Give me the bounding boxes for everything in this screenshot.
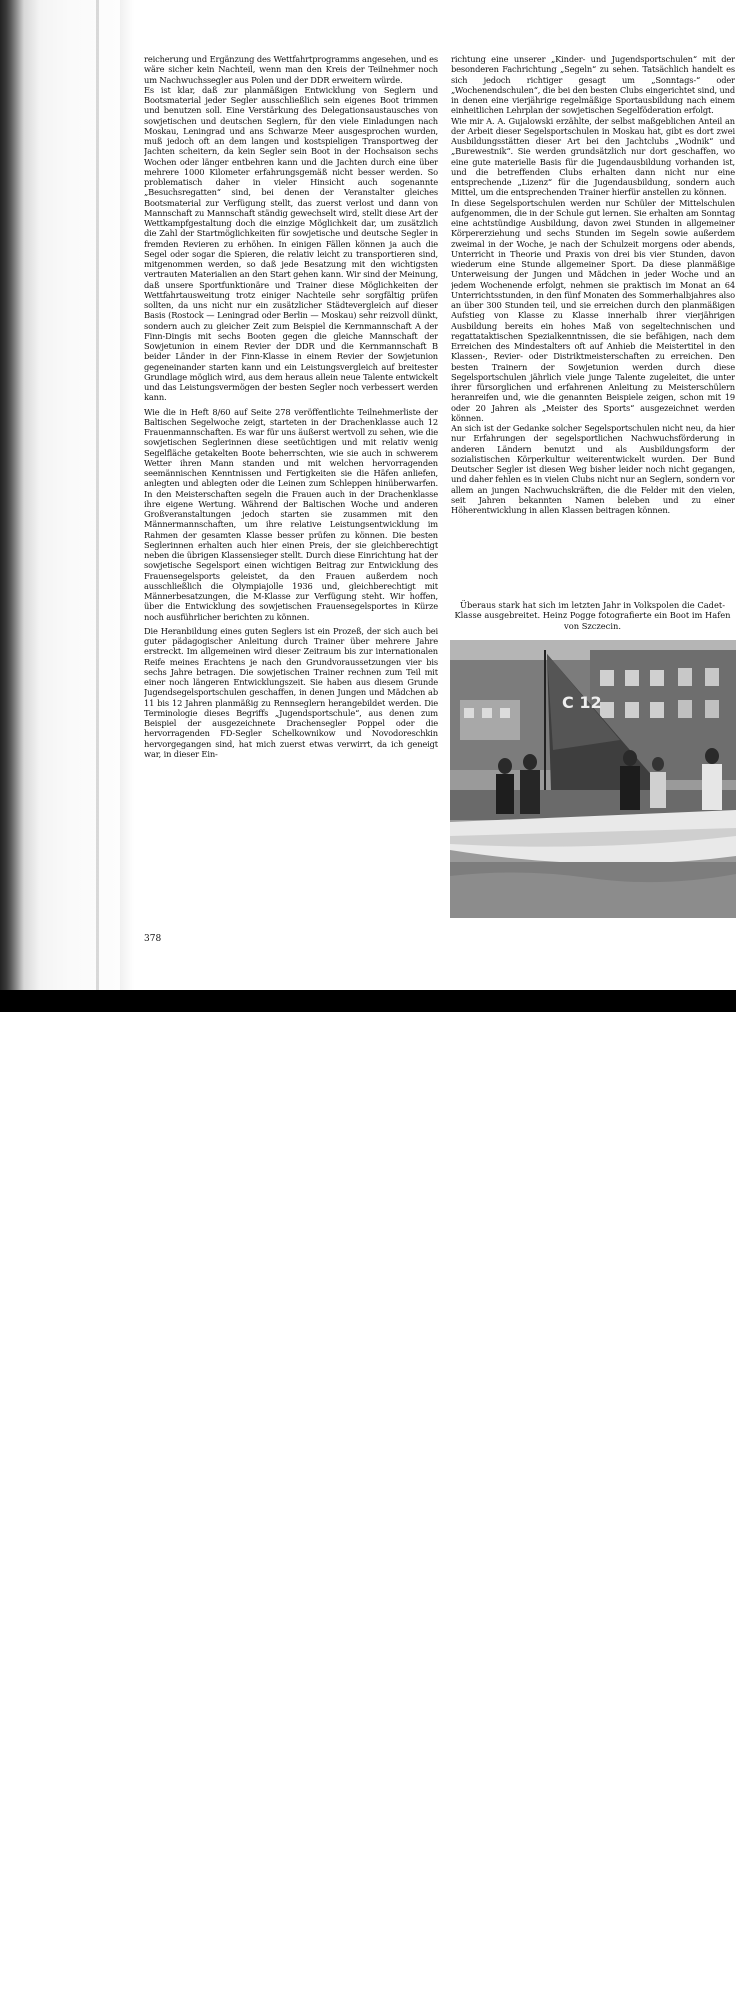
- watermark: © yachtsportmuseum.de: [589, 1984, 728, 1997]
- footer-bar: [0, 990, 736, 1997]
- right-text-column: [451, 54, 735, 594]
- paragraph: In diese Segelsportschulen werden nur Schüler der Mittelschulen aufgenommen, die in der Schule gut lernen. Sie erhalten am Sonntag eine achtstündige Ausbildung, davon zwei Stunden in allgemeiner Körpererziehung und sechs Stunden im Segeln sowie außerdem zweimal in der Woche, je nach der Schulzeit morgens oder abends, Unterricht in Theorie und Praxis von drei bis vier Stunden, davon wiederum eine Stunde allgemeiner Sport. Da diese planmäßige Unterweisung der Jungen und Mädchen in jeder Woche und an jedem Wochenende erfolgt, nehmen sie praktisch im Monat an 64 Unterrichtsstunden, in den fünf Monaten des Sommerhalbjahres also an über 300 Stunden teil, und sie erreichen durch den planmäßigen Aufstieg von Klasse zu Klasse innerhalb ihrer vierjährigen Ausbildung bereits ein hohes Maß von segeltechnischen und regattataktischen Spezialkenntnissen, die sie befähigen, nach dem Erreichen des Mindestalters oft auf Anhieb die Meistertitel in den Klassen-, Revier- oder Distriktmeisterschaften zu erreichen. Den besten Trainern der Sowjetunion werden durch diese Segelsportschulen jährlich viele junge Talente zugeleitet, die unter ihrer fürsorglichen und erfahrenen Anleitung zu Meisterschülern heranreifen und, wie die genannten Beispiele zeigen, schon mit 19 oder 20 Jahren als „Meister des Sports“ ausgezeichnet werden können.: [451, 197, 735, 423]
- photo-caption: Überaus stark hat sich im letzten Jahr in Volkspolen die Cadet-Klasse ausgebreitet. Heinz Pogge fotografierte ein Boot im Hafen von Szczecin.: [454, 600, 731, 631]
- paragraph: An sich ist der Gedanke solcher Segelsportschulen nicht neu, da hier nur Erfahrungen der segelsportlichen Nachwuchsförderung in anderen Ländern benutzt und als Ausbildungsform der sozialistischen Körperkultur weiterentwickelt wurden. Der Bund Deutscher Segler ist diesen Weg bisher leider noch nicht gegangen, und daher fehlen es in vielen Clubs nicht nur an Seglern, sondern vor allem an jungen Nachwuchskräften, die die Felder mit den vielen, seit Jahren bekannten Namen beleben und zu einer Höherentwicklung in allen Klassen beitragen können.: [451, 423, 735, 515]
- paragraph: Die Heranbildung eines guten Seglers ist ein Prozeß, der sich auch bei guter pädagogischer Anleitung durch Trainer über mehrere Jahre erstreckt. Im allgemeinen wird dieser Zeitraum bis zur internationalen Reife meines Erachtens je nach den Grundvoraussetzungen vier bis sechs Jahre betragen. Die sowjetischen Trainer rechnen zum Teil mit einer noch längeren Entwicklungszeit. Sie haben aus diesem Grunde Jugendsegelsportschulen geschaffen, in denen Jungen und Mädchen ab 11 bis 12 Jahren planmäßig zu Rennseglern herangebildet werden. Die Terminologie dieses Begriffs „Jugendsportschule“, aus denen zum Beispiel der ausgezeichnete Drachensegler Poppel oder die hervorragenden FD-Segler Schelkownikow und Novodoreschkin hervorgegangen sind, hat mich zuerst etwas verwirrt, da ich geneigt war, in dieser Ein-: [144, 625, 438, 759]
- left-text-column: [144, 54, 438, 931]
- magazine-page: [0, 0, 736, 990]
- paragraph: richtung eine unserer „Kinder- und Jugendsportschulen“ mit der besonderen Fachrichtung „Segeln“ zu sehen. Tatsächlich handelt es sich jedoch richtiger gesagt um „Sonntags-“ oder „Wochenendschulen“, die bei den besten Clubs eingerichtet sind, und in denen eine vierjährige regelmäßige Sportausbildung nach einem einheitlichen Lehrplan der sowjetischen Segelföderation erfolgt.: [451, 54, 735, 116]
- page-number: 378: [144, 934, 162, 944]
- sail-number: C 12: [562, 693, 602, 712]
- paragraph: reicherung und Ergänzung des Wettfahrtprogramms angesehen, und es wäre sicher kein Nachteil, wenn man den Kreis der Teilnehmer noch um Nachwuchssegler aus Polen und der DDR erweitern würde.: [144, 54, 438, 85]
- photo-illustration: [450, 640, 736, 918]
- sailboat-photo: [450, 640, 736, 918]
- paragraph: Wie die in Heft 8/60 auf Seite 278 veröffentlichte Teilnehmerliste der Baltischen Segelwoche zeigt, starteten in der Drachenklasse auch 12 Frauenmannschaften. Es war für uns äußerst wertvoll zu sehen, wie die sowjetischen Seglerinnen diese seetüchtigen und mit relativ wenig Segelfläche getakelten Boote beherrschten, wie sie auch in schwerem Wetter ihren Mann standen und mit welchen hervorragenden seemännischen Kenntnissen und Fertigkeiten sie die Häfen anliefen, anlegten und ablegten oder die Leinen zum Schleppen hinüberwarfen. In den Meisterschaften segeln die Frauen auch in der Drachenklasse ihre eigene Wertung. Während der Baltischen Woche und anderen Großveranstaltungen jedoch starten sie zusammen mit den Männermannschaften, um ihre relative Leistungsentwicklung im Rahmen der gesamten Klasse besser prüfen zu können. Die besten Seglerinnen erhalten auch hier einen Preis, der sie gleichberechtigt neben die übrigen Klassensieger stellt. Durch diese Einrichtung hat der sowjetische Segelsport einen wichtigen Beitrag zur Entwicklung des Frauensegelsports geleistet, da den Frauen außerdem noch ausschließlich die Olympiajolle 1936 und, gleichberechtigt mit Männerbesatzungen, die M-Klasse zur Verfügung steht. Wir hoffen, über die Entwicklung des sowjetischen Frauensegelsportes in Kürze noch ausführlicher berichten zu können.: [144, 406, 438, 622]
- paragraph: Wie mir A. A. Gujalowski erzählte, der selbst maßgeblichen Anteil an der Arbeit dieser Segelsportschulen in Moskau hat, gibt es dort zwei Ausbildungsstätten dieser Art bei den Jachtclubs „Wodnik“ und „Burewestnik“. Sie werden grundsätzlich nur dort geschaffen, wo eine gute materielle Basis für die Jugendausbildung vorhanden ist, und die betreffenden Clubs erhalten dann nicht nur eine entsprechende „Lizenz“ für die Jugendausbildung, sondern auch Mittel, um die entsprechenden Trainer hierfür anstellen zu können.: [451, 115, 735, 198]
- paragraph: Es ist klar, daß zur planmäßigen Entwicklung von Seglern und Bootsmaterial jeder Segler ausschließlich sein eigenes Boot trimmen und benutzen soll. Eine Verstärkung des Delegationsaustausches von sowjetischen und deutschen Seglern, für den viele Einladungen nach Moskau, Leningrad und ans Schwarze Meer ausgesprochen wurden, muß jedoch oft an dem langen und kostspieligen Transportweg der Jachten scheitern, da kein Segler sein Boot in der Hochsaison sechs Wochen oder länger entbehren kann und die Jachten durch eine über mehrere 1000 Kilometer erfahrungsgemäß nicht besser werden. So problematisch daher in vieler Hinsicht auch sogenannte „Besuchsregatten“ sind, bei denen der Veranstalter gleiches Bootsmaterial zur Verfügung stellt, das zuerst verlost und dann von Mannschaft zu Mannschaft ständig gewechselt wird, stellt diese Art der Wettkampfgestaltung doch die einzige Möglichkeit dar, um zusätzlich die Zahl der Startmöglichkeiten für sowjetische und deutsche Segler in fremden Revieren zu erhöhen. In einigen Fällen können ja auch die Segel oder sogar die Spieren, die relativ leicht zu transportieren sind, mitgenommen werden, so daß jede Besatzung mit den wichtigsten vertrauten Materialien an den Start gehen kann. Wir sind der Meinung, daß unsere Sportfunktionäre und Trainer diese Möglichkeiten der Wettfahrtausweitung trotz einiger Nachteile sehr sorgfältig prüfen sollten, da uns nicht nur ein zusätzlicher Städtevergleich auf dieser Basis (Rostock — Leningrad oder Berlin — Moskau) sehr reizvoll dünkt, sondern auch zu gleicher Zeit zum Beispiel die Kernmannschaft A der Finn-Dingis mit sechs Booten gegen die gleiche Mannschaft der Sowjetunion in einem Revier der DDR und die Kernmannschaft B beider Länder in der Finn-Klasse in einem Revier der Sowjetunion gegeneinander starten kann und ein Leistungsvergleich auf breitester Grundlage möglich wird, aus dem heraus allein neue Talente entwickelt und das Leistungsvermögen der besten Segler noch verbessert werden kann.: [144, 84, 438, 403]
